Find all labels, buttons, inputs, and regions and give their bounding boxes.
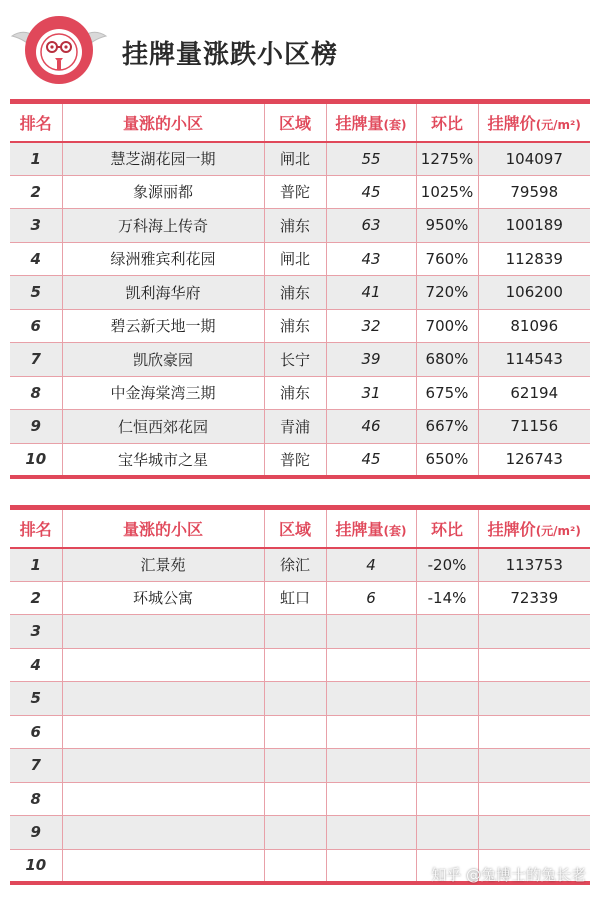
price-cell: 113753: [505, 555, 563, 574]
district-cell: 青浦: [264, 410, 326, 444]
district-cell: 浦东: [264, 209, 326, 243]
rank-cell: 6: [10, 309, 62, 343]
mom-cell: 650%: [416, 443, 478, 477]
price-cell: 100189: [505, 216, 563, 235]
header-price-label: 挂牌价: [487, 113, 536, 133]
page-header: [0, 0, 600, 100]
district-cell: [264, 715, 326, 749]
community-cell: [62, 749, 264, 783]
community-cell: [62, 782, 264, 816]
table-row: [10, 242, 590, 276]
community-cell: 环城公寓: [62, 581, 264, 615]
price-cell: 62194: [510, 383, 559, 402]
price-cell: 106200: [505, 283, 563, 302]
price-cell: 114543: [505, 350, 563, 369]
mom-cell: [416, 816, 478, 850]
listings-cell: 6: [326, 581, 416, 615]
district-cell: [264, 782, 326, 816]
rank-cell: 7: [10, 343, 62, 377]
district-cell: [264, 682, 326, 716]
page-title: 挂牌量涨跌小区榜: [122, 40, 339, 70]
header-listings-unit: (套): [383, 117, 407, 132]
listings-cell: [326, 816, 416, 850]
rank-cell: 7: [10, 749, 62, 783]
header-price-unit: (元/m²): [535, 523, 581, 538]
rank-cell: 6: [10, 715, 62, 749]
header-rank: 排名: [10, 508, 62, 548]
price-cell: 79598: [510, 182, 559, 201]
header-rank: 排名: [10, 102, 62, 142]
mom-cell: 760%: [416, 242, 478, 276]
table-row: [10, 749, 590, 783]
district-cell: 徐汇: [264, 548, 326, 582]
price-cell: 81096: [510, 316, 559, 335]
community-cell: 万科海上传奇: [62, 209, 264, 243]
listings-cell: [326, 648, 416, 682]
district-cell: 普陀: [264, 443, 326, 477]
community-cell: 绿洲雅宾利花园: [62, 242, 264, 276]
rank-cell: 4: [10, 648, 62, 682]
header-price-label: 挂牌价: [487, 519, 536, 539]
mom-cell: 700%: [416, 309, 478, 343]
table-row: [10, 276, 590, 310]
header-price: [478, 508, 590, 548]
header-community: 量涨的小区: [62, 508, 264, 548]
rank-cell: 10: [10, 443, 62, 477]
header-price-unit: (元/m²): [535, 117, 581, 132]
price-cell: [478, 782, 590, 816]
header-price: [478, 102, 590, 142]
listings-cell: 41: [326, 276, 416, 310]
mom-cell: 675%: [416, 376, 478, 410]
community-cell: 汇景苑: [62, 548, 264, 582]
table-row: [10, 715, 590, 749]
rank-cell: 1: [10, 548, 62, 582]
mom-cell: 1275%: [416, 142, 478, 176]
table-row: [10, 209, 590, 243]
fall-table-body: [10, 548, 590, 883]
listings-cell: [326, 615, 416, 649]
rank-cell: 8: [10, 376, 62, 410]
district-cell: 浦东: [264, 276, 326, 310]
mom-cell: [416, 648, 478, 682]
listing-fall-table: [10, 505, 590, 885]
table-header-row: [10, 508, 590, 548]
listings-cell: 43: [326, 242, 416, 276]
header-listings-unit: (套): [383, 523, 407, 538]
price-cell: 112839: [505, 249, 563, 268]
header-district: 区域: [264, 102, 326, 142]
mom-cell: [416, 615, 478, 649]
rank-cell: 8: [10, 782, 62, 816]
listing-rise-table: [10, 99, 590, 479]
mom-cell: 950%: [416, 209, 478, 243]
table-row: [10, 548, 590, 582]
listings-cell: 63: [326, 209, 416, 243]
district-cell: 浦东: [264, 376, 326, 410]
district-cell: 普陀: [264, 175, 326, 209]
rank-cell: 2: [10, 175, 62, 209]
header-mom: 环比: [416, 508, 478, 548]
district-cell: [264, 648, 326, 682]
listings-cell: 31: [326, 376, 416, 410]
mom-cell: 720%: [416, 276, 478, 310]
listings-cell: 39: [326, 343, 416, 377]
district-cell: 闸北: [264, 142, 326, 176]
rank-cell: 1: [10, 142, 62, 176]
rank-cell: 3: [10, 615, 62, 649]
table-row: [10, 648, 590, 682]
rank-cell: 10: [10, 849, 62, 883]
community-cell: 仁恒西郊花园: [62, 410, 264, 444]
price-cell: [478, 682, 590, 716]
table-row: [10, 175, 590, 209]
listings-cell: [326, 682, 416, 716]
mom-cell: -14%: [416, 581, 478, 615]
table-row: [10, 142, 590, 176]
price-cell: [478, 715, 590, 749]
listings-cell: [326, 715, 416, 749]
district-cell: [264, 816, 326, 850]
community-cell: 宝华城市之星: [62, 443, 264, 477]
mom-cell: -20%: [416, 548, 478, 582]
header-community: 量涨的小区: [62, 102, 264, 142]
table-row: [10, 581, 590, 615]
mom-cell: 680%: [416, 343, 478, 377]
rank-cell: 9: [10, 816, 62, 850]
rank-cell: 2: [10, 581, 62, 615]
district-cell: 闸北: [264, 242, 326, 276]
community-cell: 中金海棠湾三期: [62, 376, 264, 410]
listings-cell: 45: [326, 443, 416, 477]
table-row: [10, 376, 590, 410]
community-cell: 碧云新天地一期: [62, 309, 264, 343]
community-cell: [62, 816, 264, 850]
community-cell: [62, 849, 264, 883]
mom-cell: [416, 749, 478, 783]
rank-cell: 9: [10, 410, 62, 444]
listings-cell: 46: [326, 410, 416, 444]
community-cell: 凯利海华府: [62, 276, 264, 310]
listings-cell: 32: [326, 309, 416, 343]
watermark: 知乎 @兔博士的兔长老: [431, 866, 586, 884]
mom-cell: [416, 782, 478, 816]
community-cell: 慧芝湖花园一期: [62, 142, 264, 176]
rank-cell: 5: [10, 276, 62, 310]
district-cell: 浦东: [264, 309, 326, 343]
community-cell: [62, 715, 264, 749]
table-row: [10, 682, 590, 716]
price-cell: [478, 648, 590, 682]
header-listings: [326, 102, 416, 142]
header-listings-label: 挂牌量: [335, 519, 384, 539]
community-cell: 凯欣豪园: [62, 343, 264, 377]
rabbit-mascot-icon: [10, 14, 108, 86]
table-row: [10, 410, 590, 444]
district-cell: [264, 849, 326, 883]
header-listings: [326, 508, 416, 548]
listings-cell: [326, 782, 416, 816]
table-row: [10, 782, 590, 816]
listings-cell: [326, 849, 416, 883]
district-cell: 虹口: [264, 581, 326, 615]
rank-cell: 5: [10, 682, 62, 716]
community-cell: [62, 648, 264, 682]
district-cell: [264, 615, 326, 649]
price-cell: 72339: [510, 588, 559, 607]
table-header-row: [10, 102, 590, 142]
listings-cell: [326, 749, 416, 783]
rise-table-body: [10, 142, 590, 477]
price-cell: 104097: [505, 149, 563, 168]
mom-cell: [416, 682, 478, 716]
price-cell: 126743: [505, 450, 563, 468]
header-district: 区域: [264, 508, 326, 548]
listings-cell: 55: [326, 142, 416, 176]
price-cell: [478, 615, 590, 649]
community-cell: [62, 615, 264, 649]
district-cell: 长宁: [264, 343, 326, 377]
table-row: [10, 343, 590, 377]
table-row: [10, 309, 590, 343]
district-cell: [264, 749, 326, 783]
listings-cell: 45: [326, 175, 416, 209]
table-row: [10, 443, 590, 477]
header-mom: 环比: [416, 102, 478, 142]
table-row: [10, 615, 590, 649]
rank-cell: 4: [10, 242, 62, 276]
listings-cell: 4: [326, 548, 416, 582]
mom-cell: 667%: [416, 410, 478, 444]
price-cell: [478, 816, 590, 850]
mom-cell: 1025%: [416, 175, 478, 209]
price-cell: [478, 749, 590, 783]
rank-cell: 3: [10, 209, 62, 243]
community-cell: 象源丽都: [62, 175, 264, 209]
mom-cell: [416, 715, 478, 749]
community-cell: [62, 682, 264, 716]
price-cell: 71156: [510, 417, 559, 436]
table-row: [10, 816, 590, 850]
header-listings-label: 挂牌量: [335, 113, 384, 133]
